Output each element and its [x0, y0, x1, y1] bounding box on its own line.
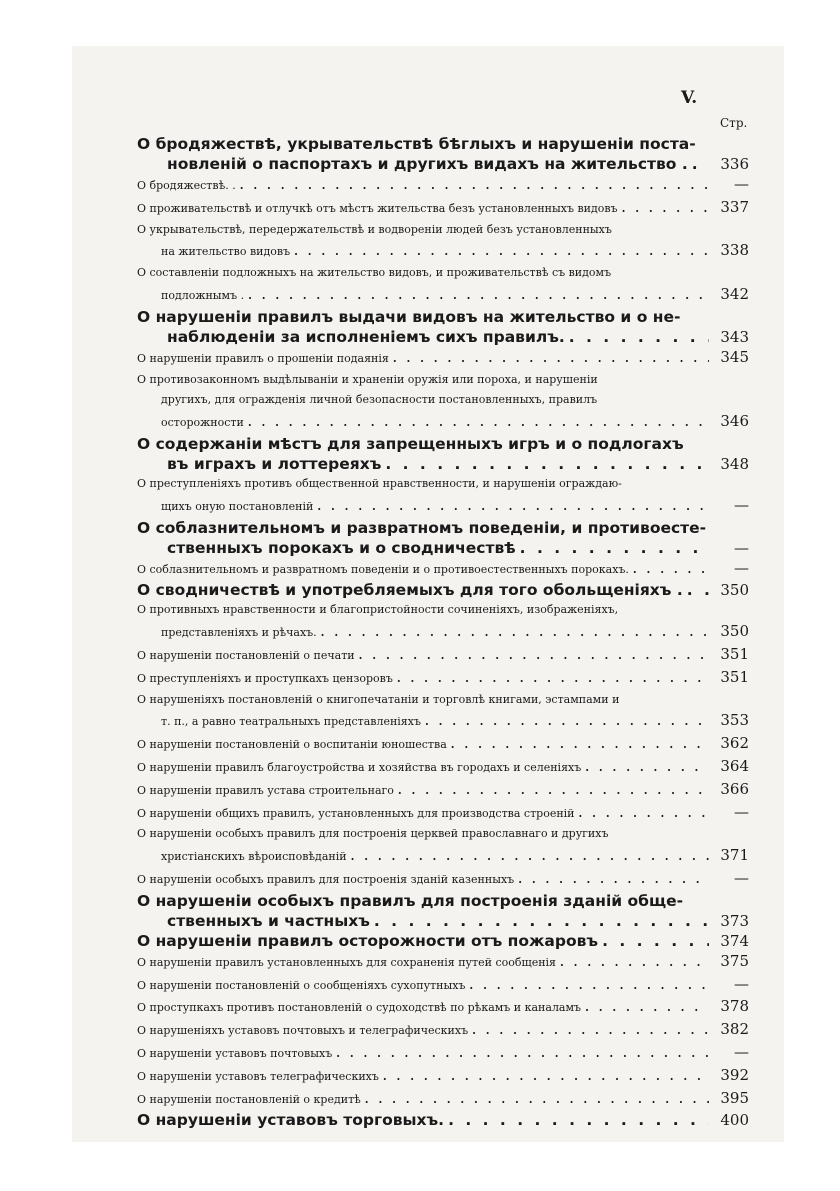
page-column-header: Стр.: [720, 116, 748, 130]
toc-page-number: 346: [720, 412, 749, 431]
toc-page-number: 350: [720, 622, 749, 641]
dot-leader: [374, 911, 709, 931]
toc-subsection-entry: [137, 347, 749, 370]
toc-entry-text: О нарушеніи правилъ о прошеніи подаянія: [137, 351, 389, 365]
toc-entry-text: О нарушеніи общихъ правилъ, установленныхъ для производства строеній: [137, 806, 575, 820]
toc-page-number: 382: [720, 1020, 749, 1039]
toc-entry-text: О нарушеніяхъ уставовъ почтовыхъ и телеграфическихъ: [137, 1024, 469, 1038]
dot-leader: [294, 242, 709, 263]
toc-subsection-entry: [137, 667, 749, 690]
toc-entry-text: О противозаконномъ выдѣлываніи и храненіи оружія или пороха, и нарушеніи: [137, 372, 598, 386]
page-number: V.: [681, 88, 698, 108]
toc-entry-text: О нарушеніи правилъ выдачи видовъ на жительство и о не-: [137, 307, 681, 326]
toc-page-number: —: [734, 175, 749, 193]
toc-entry-text: О нарушеніи уставовъ телеграфическихъ: [137, 1069, 379, 1083]
toc-entry-line: [137, 370, 749, 391]
toc-entry-text: О бродяжествѣ. .: [137, 179, 236, 192]
toc-entry-line: [137, 197, 749, 220]
dot-leader: [425, 712, 709, 733]
toc-entry-line: [137, 1088, 749, 1111]
toc-page-number: —: [734, 802, 749, 821]
toc-entry-line: [137, 621, 749, 644]
toc-entry-text: О бродяжествѣ, укрывательствѣ бѣглыхъ и нарушеніи поста-: [137, 135, 696, 153]
toc-entry-text: О нарушеніи особыхъ правилъ для построенія зданій обще-: [137, 891, 684, 910]
toc-subsection-entry: [137, 174, 749, 197]
toc-entry-text: О сводничествѣ и употребляемыхъ для того обольщеніяхъ .: [137, 581, 683, 600]
toc-page-number: 366: [720, 779, 749, 798]
toc-page-number: —: [734, 495, 749, 514]
toc-entry-line: [137, 1065, 749, 1088]
dot-leader: [451, 735, 709, 756]
toc-entry-line: [137, 518, 749, 538]
toc-entry-line: [137, 1110, 749, 1130]
toc-page-number: 342: [720, 284, 749, 303]
toc-entry-text: О нарушеніи постановленій о кредитѣ: [137, 1092, 361, 1106]
toc-entry-line: [137, 538, 749, 558]
toc-entry-text: О проступкахъ противъ постановленій о судоходствѣ по рѣкамъ и каналамъ: [137, 1001, 582, 1015]
toc-page-number: —: [734, 558, 749, 577]
toc-entry-text: т. п., а равно театральныхъ представленіяхъ: [161, 715, 421, 729]
dot-leader: [393, 349, 709, 370]
dot-leader: [248, 286, 709, 307]
toc-subsection-entry: [137, 1065, 749, 1088]
toc-subsection-entry: [137, 644, 749, 667]
toc-subsection-entry: [137, 1019, 749, 1042]
toc-entry-text: О нарушеніи правилъ осторожности отъ пожаровъ: [137, 931, 599, 950]
toc-entry-text: О соблазнительномъ и развратномъ поведеніи и о противоестественныхъ порокахъ.: [137, 562, 629, 576]
toc-page-number: 395: [720, 1088, 749, 1107]
toc-page-number: 364: [720, 756, 749, 775]
toc-page-number: 351: [720, 667, 749, 686]
toc-entry-text: О составленіи подложныхъ на жительство видовъ, и проживательствѣ съ видомъ: [137, 266, 612, 280]
toc-subsection-entry: [137, 600, 749, 644]
toc-entry-text: представленіяхъ и рѣчахъ.: [161, 626, 317, 640]
dot-leader: [398, 781, 709, 802]
dot-leader: [622, 199, 709, 220]
toc-entry-line: [137, 667, 749, 690]
toc-entry-text: О нарушеніи постановленій о сообщеніяхъ сухопутныхъ: [137, 978, 466, 992]
toc-entry-line: [137, 154, 749, 174]
toc-page-number: 337: [720, 197, 749, 216]
toc-subsection-entry: [137, 996, 749, 1019]
toc-entry-text: щихъ оную постановленій: [161, 499, 314, 513]
toc-page-number: —: [734, 1042, 749, 1061]
toc-subsection-entry: [137, 197, 749, 220]
toc-entry-line: [137, 263, 749, 284]
toc-entry-text: О соблазнительномъ и развратномъ поведеніи, и противоесте-: [137, 518, 707, 537]
toc-entry-line: [137, 558, 749, 581]
toc-subsection-entry: [137, 802, 749, 825]
toc-page-number: 378: [720, 997, 749, 1016]
toc-entry-line: [137, 931, 749, 951]
dot-leader: [448, 1110, 709, 1130]
dot-leader: [397, 669, 709, 690]
toc-subsection-entry: [137, 263, 749, 307]
toc-section-entry: [137, 931, 749, 951]
toc-entry-line: [137, 911, 749, 931]
toc-subsection-entry: [137, 220, 749, 264]
toc-page-number: 374: [720, 931, 749, 950]
toc-section-entry: [137, 307, 749, 347]
toc-entry-line: [137, 690, 749, 711]
toc-page-number: 400: [720, 1111, 749, 1130]
toc-subsection-entry: [137, 868, 749, 891]
toc-entry-text: О проживательствѣ и отлучкѣ отъ мѣстъ жительства безъ установленныхъ видовъ: [137, 201, 618, 215]
toc-entry-text: въ играхъ и лоттереяхъ: [167, 454, 382, 473]
toc-entry-line: [137, 495, 749, 518]
dot-leader: [240, 176, 709, 197]
toc-entry-line: [137, 454, 749, 474]
toc-entry-line: [137, 434, 749, 454]
toc-subsection-entry: [137, 1088, 749, 1111]
toc-entry-line: [137, 1019, 749, 1042]
dot-leader: [336, 1044, 709, 1065]
toc-subsection-entry: [137, 1042, 749, 1065]
toc-entry-line: [137, 174, 749, 197]
toc-entry-line: [137, 951, 749, 974]
dot-leader: [321, 623, 709, 644]
toc-entry-text: ственныхъ и частныхъ: [167, 911, 370, 930]
toc-entry-text: наблюденіи за исполненіемъ сихъ правилъ.: [167, 327, 565, 346]
dot-leader: [469, 976, 709, 997]
toc-section-entry: [137, 891, 749, 931]
dot-leader: [518, 870, 709, 891]
toc-entry-text: осторожности: [161, 416, 244, 430]
toc-entry-line: [137, 134, 749, 154]
dot-leader: [687, 580, 709, 600]
toc-entry-line: [137, 327, 749, 347]
toc-entry-line: [137, 868, 749, 891]
toc-entry-line: [137, 824, 749, 845]
toc-subsection-entry: [137, 951, 749, 974]
dot-leader: [569, 327, 709, 347]
toc-entry-line: [137, 284, 749, 307]
toc-subsection-entry: [137, 824, 749, 868]
toc-subsection-entry: [137, 474, 749, 518]
toc-section-entry: [137, 1110, 749, 1130]
dot-leader: [317, 497, 709, 518]
toc-entry-text: другихъ, для огражденія личной безопасности постановленныхъ, правилъ: [161, 393, 598, 407]
toc-page-number: 350: [720, 581, 749, 600]
toc-entry-line: [137, 733, 749, 756]
dot-leader: [585, 758, 709, 779]
dot-leader: [585, 998, 709, 1019]
toc-entry-line: [137, 1042, 749, 1065]
toc-entry-text: О нарушеніяхъ постановленій о книгопечатаніи и торговлѣ книгами, эстампами и: [137, 692, 620, 706]
dot-leader: [472, 1021, 709, 1042]
toc-section-entry: [137, 518, 749, 558]
toc-entry-line: [137, 240, 749, 263]
toc-page-number: 343: [720, 327, 749, 346]
toc-entry-line: [137, 756, 749, 779]
toc-section-entry: [137, 580, 749, 600]
toc-page-number: 338: [720, 241, 749, 260]
toc-entry-line: [137, 779, 749, 802]
toc-entry-line: [137, 802, 749, 825]
toc-entry-line: [137, 600, 749, 621]
toc-section-entry: [137, 134, 749, 174]
toc-subsection-entry: [137, 558, 749, 581]
toc-page-number: —: [734, 868, 749, 887]
toc-entry-text: О нарушеніи правилъ благоустройства и хозяйства въ городахъ и селеніяхъ: [137, 760, 582, 774]
toc-entry-line: [137, 580, 749, 600]
dot-leader: [560, 953, 709, 974]
toc-page-number: 353: [720, 711, 749, 730]
toc-subsection-entry: [137, 779, 749, 802]
toc-entry-line: [137, 474, 749, 495]
toc-page-number: 348: [720, 454, 749, 473]
toc-subsection-entry: [137, 690, 749, 734]
toc-entry-text: О содержаніи мѣстъ для запрещенныхъ игръ и о подлогахъ: [137, 434, 684, 453]
dot-leader: [520, 538, 709, 558]
table-of-contents: [137, 134, 749, 1130]
toc-entry-line: [137, 307, 749, 327]
toc-entry-line: [137, 891, 749, 911]
toc-page-number: 345: [720, 347, 749, 366]
toc-entry-text: подложнымъ .: [161, 288, 245, 302]
toc-page-number: —: [734, 538, 749, 557]
dot-leader: [359, 646, 709, 667]
toc-page-number: 371: [720, 846, 749, 865]
toc-entry-text: христіанскихъ вѣроисповѣданій: [161, 850, 347, 864]
toc-entry-line: [137, 974, 749, 997]
toc-entry-text: О преступленіяхъ и проступкахъ цензоровъ: [137, 671, 393, 685]
toc-entry-text: О укрывательствѣ, передержательствѣ и водвореніи людей безъ установленныхъ: [137, 222, 612, 236]
toc-entry-line: [137, 390, 749, 411]
toc-page-number: 375: [720, 951, 749, 970]
toc-entry-text: О преступленіяхъ противъ общественной нравственности, и нарушеніи ограждаю-: [137, 476, 622, 490]
toc-entry-line: [137, 220, 749, 241]
dot-leader: [692, 154, 709, 174]
toc-page-number: 336: [720, 155, 749, 173]
dot-leader: [383, 1067, 709, 1088]
dot-leader: [385, 454, 709, 474]
toc-subsection-entry: [137, 756, 749, 779]
toc-entry-line: [137, 347, 749, 370]
toc-entry-text: О нарушеніи особыхъ правилъ для построенія церквей православнаго и другихъ: [137, 827, 609, 841]
toc-page-number: 362: [720, 734, 749, 753]
toc-entry-text: О противныхъ нравственности и благопристойности сочиненіяхъ, изображеніяхъ,: [137, 603, 619, 617]
toc-subsection-entry: [137, 974, 749, 997]
dot-leader: [602, 931, 709, 951]
toc-page-number: 373: [720, 911, 749, 930]
toc-page-number: —: [734, 974, 749, 993]
toc-entry-text: на жительство видовъ: [161, 245, 291, 259]
toc-entry-line: [137, 411, 749, 434]
toc-subsection-entry: [137, 733, 749, 756]
toc-entry-text: О нарушеніи правилъ установленныхъ для сохраненія путей сообщенія: [137, 955, 556, 969]
toc-entry-text: О нарушеніи уставовъ торговыхъ.: [137, 1111, 445, 1130]
dot-leader: [633, 560, 709, 581]
toc-entry-text: ственныхъ порокахъ и о сводничествѣ: [167, 538, 516, 557]
toc-entry-text: О нарушеніи особыхъ правилъ для построенія зданій казенныхъ: [137, 872, 515, 886]
toc-entry-text: новленій о паспортахъ и другихъ видахъ на жительство .: [167, 155, 688, 173]
dot-leader: [351, 847, 709, 868]
toc-entry-text: О нарушеніи уставовъ почтовыхъ: [137, 1046, 333, 1060]
toc-entry-line: [137, 644, 749, 667]
toc-page-number: 351: [720, 644, 749, 663]
toc-section-entry: [137, 434, 749, 474]
toc-entry-line: [137, 996, 749, 1019]
dot-leader: [579, 804, 709, 825]
toc-subsection-entry: [137, 370, 749, 434]
dot-leader: [248, 413, 709, 434]
toc-entry-text: О нарушеніи постановленій о печати: [137, 648, 355, 662]
toc-page-number: 392: [720, 1065, 749, 1084]
toc-entry-line: [137, 710, 749, 733]
toc-entry-line: [137, 845, 749, 868]
toc-entry-text: О нарушеніи постановленій о воспитаніи юношества: [137, 738, 447, 752]
dot-leader: [365, 1090, 709, 1111]
toc-entry-text: О нарушеніи правилъ устава строительнаго: [137, 783, 394, 797]
